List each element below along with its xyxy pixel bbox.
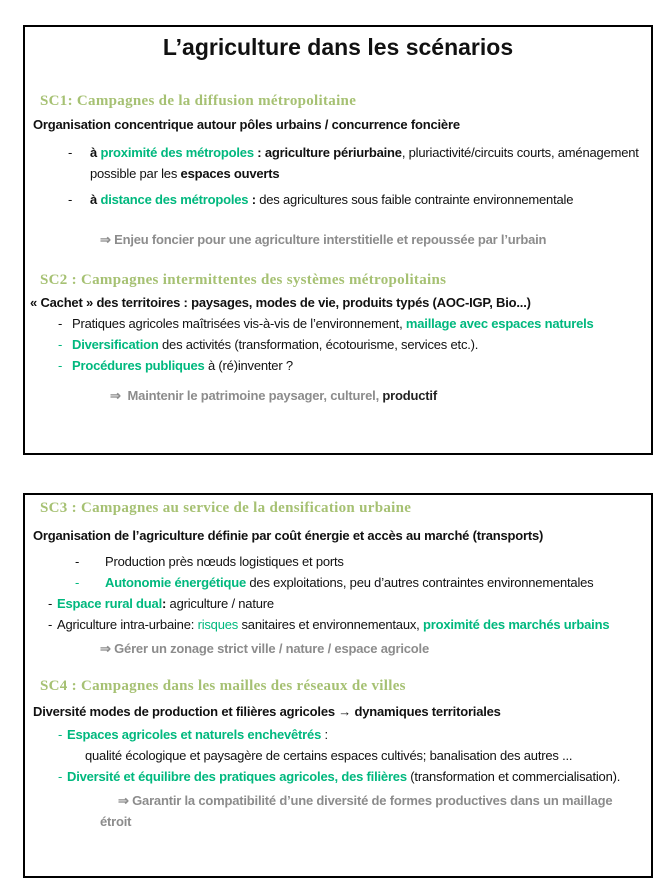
text-segment: Espace rural dual: [57, 596, 162, 611]
bullet-dash: -: [48, 617, 53, 632]
double-arrow-icon: ⇒: [100, 641, 111, 656]
bullet-text: [72, 355, 651, 376]
bullet-text: [90, 142, 651, 184]
bullet-text: [67, 724, 651, 745]
bullet-row: [48, 614, 651, 635]
bullet-row: [75, 572, 651, 593]
bullet-dash: -: [68, 145, 73, 160]
text-segment: :: [253, 145, 265, 160]
text-segment: (transformation et commercialisation).: [406, 769, 621, 784]
text-segment: maillage avec espaces naturels: [405, 316, 594, 331]
panel-top: [23, 25, 653, 455]
bullet-text: [67, 766, 651, 787]
conclusion-line: [25, 229, 618, 250]
section-heading-sc4: SC4 : Campagnes dans les mailles des réseaux de villes: [40, 678, 406, 694]
bullet-row: [58, 355, 651, 376]
conclusion-line: [25, 385, 651, 406]
text-segment: à (ré)inventer ?: [204, 358, 293, 373]
bullet-dash: -: [58, 727, 63, 742]
bullet-text: [72, 313, 651, 334]
text-segment: Diversité et équilibre des pratiques agricoles, des filières: [67, 769, 407, 784]
text-segment: Gérer un zonage strict ville / nature / espace agricole: [114, 641, 429, 656]
bullet-row: [68, 142, 651, 184]
bullet-dash: -: [58, 337, 63, 352]
sc2-intro: « Cachet » des territoires : paysages, modes de vie, produits typés (AOC-IGP, Bio...): [30, 295, 531, 310]
text-segment: :: [321, 727, 328, 742]
text-segment: Pratiques agricoles maîtrisées vis-à-vis de l’environnement,: [72, 316, 406, 331]
text-segment: des activités (transformation, écotourisme, services etc.).: [158, 337, 479, 352]
text-segment: à: [90, 192, 101, 207]
text-segment: Garantir la compatibilité d’une diversité de formes productives dans un maillage étroit: [100, 793, 613, 829]
text-segment: espaces ouverts: [180, 166, 280, 181]
bullet-text: [90, 189, 651, 210]
double-arrow-icon: ⇒: [110, 388, 121, 403]
text-segment: proximité des métropoles: [100, 145, 254, 160]
sc3-intro: Organisation de l’agriculture définie par coût énergie et accès au marché (transports): [33, 528, 544, 543]
sub-line: qualité écologique et paysagère de certains espaces cultivés; banalisation des autres ...: [85, 748, 573, 763]
text-segment: des agricultures sous faible contrainte environnementale: [259, 192, 574, 207]
text-segment: Autonomie énergétique: [105, 575, 246, 590]
bullet-dash: -: [48, 596, 53, 611]
bullet-text: [57, 593, 651, 614]
section-heading-sc2: SC2 : Campagnes intermittentes des systèmes métropolitains: [40, 272, 447, 288]
text-segment: Diversification: [72, 337, 159, 352]
bullet-dash: -: [58, 769, 63, 784]
bullet-dash: -: [68, 192, 73, 207]
text-segment: :: [248, 192, 260, 207]
text-segment: Procédures publiques: [72, 358, 205, 373]
text-segment: distance des métropoles: [100, 192, 249, 207]
text-segment: agriculture / nature: [166, 596, 274, 611]
bullet-row: [58, 334, 651, 355]
conclusion-line: [25, 638, 651, 659]
bullet-dash: -: [75, 575, 80, 590]
bullet-row: [58, 724, 651, 745]
panel-bottom: [23, 493, 653, 878]
text-segment: Enjeu foncier pour une agriculture interstitielle et repoussée par l’urbain: [114, 232, 547, 247]
text-segment: agriculture périurbaine: [264, 145, 402, 160]
bullet-row: [68, 189, 651, 210]
text-segment: Maintenir le patrimoine paysager, culturel,: [127, 388, 383, 403]
text-segment: :: [161, 596, 167, 611]
bullet-text: [57, 614, 651, 635]
bullet-dash: -: [58, 316, 63, 331]
text-segment: proximité des marchés urbains: [422, 617, 610, 632]
slide-title: L’agriculture dans les scénarios: [162, 34, 514, 60]
bullet-dash: -: [58, 358, 63, 373]
text-segment: à: [90, 145, 101, 160]
bullet-text: [105, 551, 651, 572]
sc4-intro: Diversité modes de production et filières agricoles → dynamiques territoriales: [33, 704, 501, 719]
text-segment: Espaces agricoles et naturels enchevêtrés: [67, 727, 322, 742]
text-segment: , pluriactivité/circuits courts, aménagement possible par les: [90, 145, 639, 181]
bullet-row: [58, 313, 651, 334]
text-segment: Agriculture intra-urbaine:: [57, 617, 198, 632]
section-heading-sc1: SC1: Campagnes de la diffusion métropolitaine: [40, 93, 357, 109]
bullet-row: [75, 551, 651, 572]
bullet-text: [105, 572, 651, 593]
section-heading-sc3: SC3 : Campagnes au service de la densification urbaine: [40, 500, 412, 516]
text-segment: des exploitations, peu d’autres contraintes environnementales: [245, 575, 594, 590]
double-arrow-icon: ⇒: [100, 232, 111, 247]
text-segment: sanitaires et environnementaux,: [238, 617, 423, 632]
text-segment: Production près nœuds logistiques et ports: [105, 554, 344, 569]
bullet-row: [58, 766, 651, 787]
bullet-text: [72, 334, 651, 355]
conclusion-line: [25, 790, 645, 832]
bullet-dash: -: [75, 554, 80, 569]
double-arrow-icon: ⇒: [118, 793, 129, 808]
text-segment: risques: [197, 617, 239, 632]
bullet-row: [48, 593, 651, 614]
sc1-intro: Organisation concentrique autour pôles urbains / concurrence foncière: [33, 117, 460, 132]
text-segment: productif: [382, 388, 437, 403]
